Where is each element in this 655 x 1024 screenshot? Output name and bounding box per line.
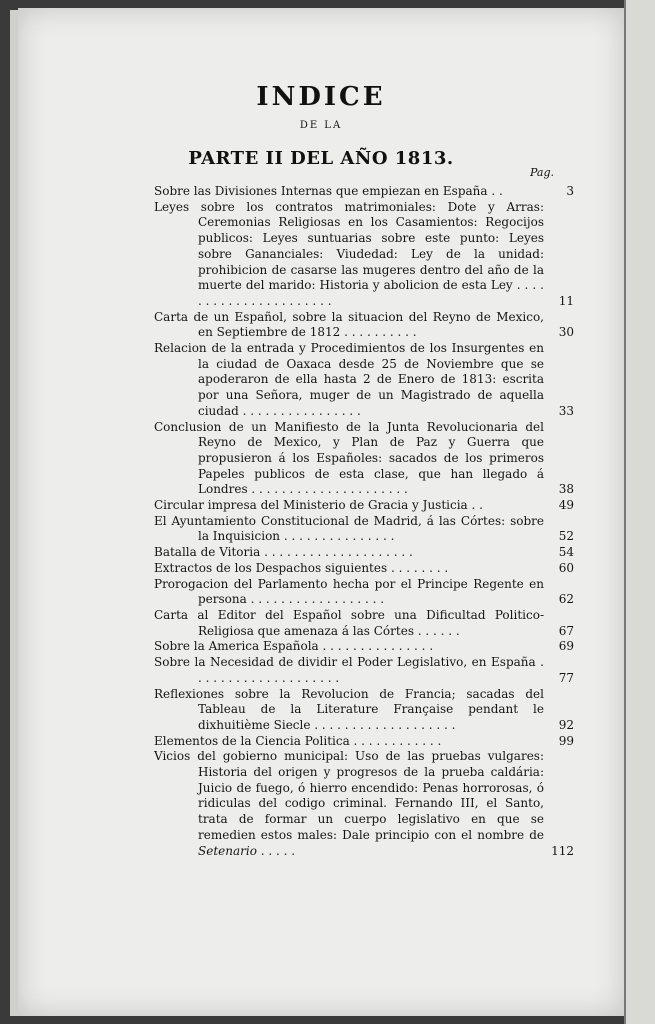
entry-page: 92 [558, 717, 574, 732]
index-entry [154, 498, 574, 514]
entry-text: Conclusion de un Manifiesto de la Junta Revolucionaria del Reyno de Mexico, y Plan de Paz y Guerra que propusieron á los Españoles: sacados de los primeros Papeles publicos de esta clase, que han llegado á Londres . . . . . . . . . . . . . . . . . . . . . [154, 419, 544, 497]
entry-text: Sobre las Divisiones Internas que empiezan en España . . [154, 184, 503, 198]
entry-page: 54 [558, 545, 574, 560]
index-entry [154, 734, 574, 750]
entry-page: 62 [558, 592, 574, 607]
page-subtitle: DE LA [299, 120, 343, 131]
index-entry [154, 577, 574, 608]
index-entry [154, 749, 574, 859]
entry-page: 38 [558, 482, 574, 497]
index-entry [154, 420, 574, 499]
entry-page: 112 [551, 843, 574, 858]
entry-text: Sobre la Necesidad de dividir el Poder Legislativo, en España . . . . . . . . . . . . . . . . . . . . [154, 655, 544, 685]
index-entry [154, 184, 574, 200]
index-entry [154, 200, 574, 310]
entry-page: 11 [558, 293, 574, 308]
index-entry [154, 608, 574, 639]
index-entry [154, 655, 574, 686]
entry-page: 3 [566, 184, 574, 198]
entry-page: 69 [558, 639, 574, 654]
entry-text-italic: Setenario [198, 843, 257, 858]
entry-text: Elementos de la Ciencia Politica . . . . . . . . . . . . [154, 733, 442, 748]
entry-page: 99 [558, 733, 574, 748]
index-list [154, 184, 574, 859]
entry-page: 67 [558, 623, 574, 638]
part-heading: PARTE II DEL AÑO 1813. [188, 148, 454, 169]
index-entry [154, 545, 574, 561]
index-entry [154, 687, 574, 734]
entry-page: 30 [558, 325, 574, 340]
index-entry [154, 561, 574, 577]
index-entry [154, 514, 574, 545]
index-entry [154, 639, 574, 655]
book-page [18, 8, 624, 1016]
entry-text [154, 749, 544, 859]
entry-text: Carta de un Español, sobre la situacion del Reyno de Mexico, en Septiembre de 1812 . . . . . . . . . . [154, 309, 544, 340]
entry-page: 60 [558, 560, 574, 575]
entry-text: El Ayuntamiento Constitucional de Madrid, á las Córtes: sobre la Inquisicion . . . . . . . . . . . . . . . [154, 513, 544, 544]
entry-page: 52 [558, 529, 574, 544]
entry-text: Reflexiones sobre la Revolucion de Francia; sacadas del Tableau de la Literature Française pendant le dixhuitième Siecle . . . . . . . . . . . . . . . . . . . [154, 686, 544, 732]
entry-text: Prorogacion del Parlamento hecha por el Principe Regente en persona . . . . . . . . . . . . . . . . . . [154, 576, 544, 607]
page-edge-right [624, 0, 655, 1024]
entry-page: 49 [558, 498, 574, 513]
entry-text: Sobre la America Española . . . . . . . . . . . . . . . [154, 639, 434, 654]
entry-text: Extractos de los Despachos siguientes . . . . . . . . [154, 560, 449, 575]
entry-text: Batalla de Vitoria . . . . . . . . . . . . . . . . . . . . [154, 545, 413, 560]
entry-page: 33 [558, 403, 574, 418]
page-title: INDICE [256, 82, 386, 112]
page-column-label: Pag. [530, 166, 555, 179]
index-entry [154, 341, 574, 420]
entry-text: Relacion de la entrada y Procedimientos de los Insurgentes en la ciudad de Oaxaca desde 25 de Noviembre que se apoderaron de ella hasta 2 de Enero de 1813: escrita por una Señora, muger de un Magistrado de aquella ciudad . . . . . . . . . . . . . . . . [154, 341, 544, 418]
page-edge-left [10, 10, 18, 1016]
entry-text: Leyes sobre los contratos matrimoniales: Dote y Arras: Ceremonias Religiosas en los Casamientos: Regocijos publicos: Leyes suntuarias sobre este punto: Leyes sobre Gananciales: Viudedad: Ley de la unidad: prohibicion de casarse las mugeres dentro del año de la muerte del marido: Historia y abolicion de esta Ley . . . . . . . . . . . . . . . . . . . . . . [154, 199, 544, 308]
entry-text: Carta al Editor del Español sobre una Dificultad Politico-Religiosa que amenaza á las Córtes . . . . . . [154, 607, 544, 638]
entry-text: Circular impresa del Ministerio de Gracia y Justicia . . [154, 498, 483, 513]
entry-text-main: Vicios del gobierno municipal: Uso de las pruebas vulgares: Historia del origen y progresos de la prueba caldária: Juicio de fuego, ó hierro encendido: Penas horrorosas, ó ridiculas del codigo criminal. Fernando III, el Santo, trata de formar un cuerpo legislativo en que se remedien estos males: Dale principio con el nombre de [154, 749, 544, 842]
index-entry [154, 310, 574, 341]
entry-text-leader: . . . . . [256, 843, 296, 858]
entry-page: 77 [558, 670, 574, 685]
